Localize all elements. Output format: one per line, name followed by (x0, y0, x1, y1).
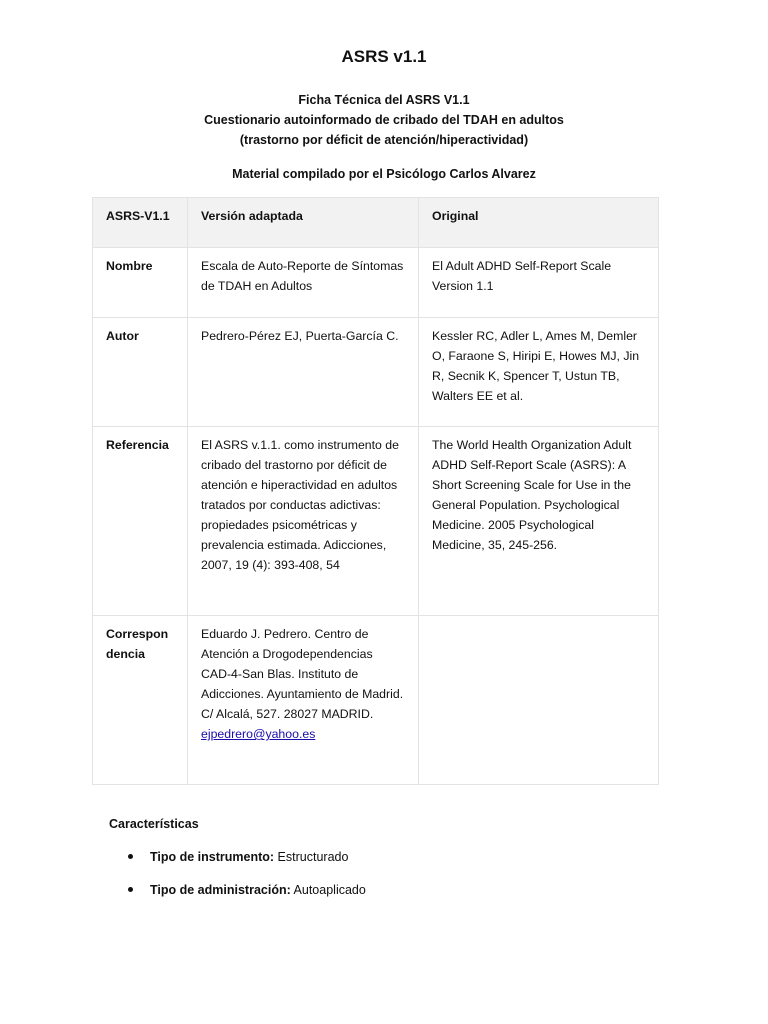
table-row (93, 318, 659, 427)
item-value: Autoaplicado (290, 883, 366, 897)
subtitle-compiled-by: Material compilado por el Psicólogo Carlos Alvarez (232, 167, 536, 181)
table-row (93, 248, 659, 318)
subtitle-ficha: Ficha Técnica del ASRS V1.1 (298, 93, 470, 107)
table-header-row (93, 198, 659, 248)
document-title: ASRS v1.1 (341, 47, 427, 66)
list-item (128, 850, 348, 864)
cell-adapted (188, 616, 419, 785)
header-cell-adapted: Versión adaptada (188, 198, 419, 248)
cell-original: Kessler RC, Adler L, Ames M, Demler O, Faraone S, Hiripi E, Howes MJ, Jin R, Secnik K, Spencer T, Ustun TB, Walters EE et al. (419, 318, 659, 427)
cell-adapted: El ASRS v.1.1. como instrumento de cribado del trastorno por déficit de atención e hiperactividad en adultos tratados por conductas adictivas: propiedades psicométricas y prevalencia estimada. Adicciones, 2007, 19 (4): 393-408, 54 (188, 427, 419, 616)
cell-original: The World Health Organization Adult ADHD Self-Report Scale (ASRS): A Short Screening Scale for Use in the General Population. Psychological Medicine. 2005 Psychological Medicine, 35, 245-256. (419, 427, 659, 616)
subtitle-trastorno: (trastorno por déficit de atención/hiperactividad) (239, 133, 529, 147)
cell-adapted: Escala de Auto-Reporte de Síntomas de TDAH en Adultos (188, 248, 419, 318)
bullet-icon (128, 854, 133, 859)
subtitle-cuestionario: Cuestionario autoinformado de cribado del TDAH en adultos (204, 113, 564, 127)
email-link[interactable]: ejpedrero@yahoo.es (201, 727, 316, 741)
row-label: Nombre (93, 248, 188, 318)
table-row (93, 616, 659, 785)
header-cell-original: Original (419, 198, 659, 248)
cell-original (419, 616, 659, 785)
list-item (128, 883, 366, 897)
row-label: Autor (93, 318, 188, 427)
section-title: Características (109, 817, 199, 831)
header-cell-asrs: ASRS-V1.1 (93, 198, 188, 248)
item-key: Tipo de instrumento: (150, 850, 275, 864)
row-label: Referencia (93, 427, 188, 616)
cell-adapted: Pedrero-Pérez EJ, Puerta-García C. (188, 318, 419, 427)
item-value: Estructurado (274, 850, 349, 864)
row-label: Correspon dencia (93, 616, 188, 785)
item-key: Tipo de administración: (150, 883, 291, 897)
table-row (93, 427, 659, 616)
correspondence-address: Eduardo J. Pedrero. Centro de Atención a Drogodependencias CAD-4-San Blas. Instituto de Adicciones. Ayuntamiento de Madrid. C/ Alcalá, 527. 28027 MADRID. (201, 627, 404, 721)
info-table (92, 197, 659, 785)
cell-original: El Adult ADHD Self-Report Scale Version 1.1 (419, 248, 659, 318)
bullet-icon (128, 887, 133, 892)
